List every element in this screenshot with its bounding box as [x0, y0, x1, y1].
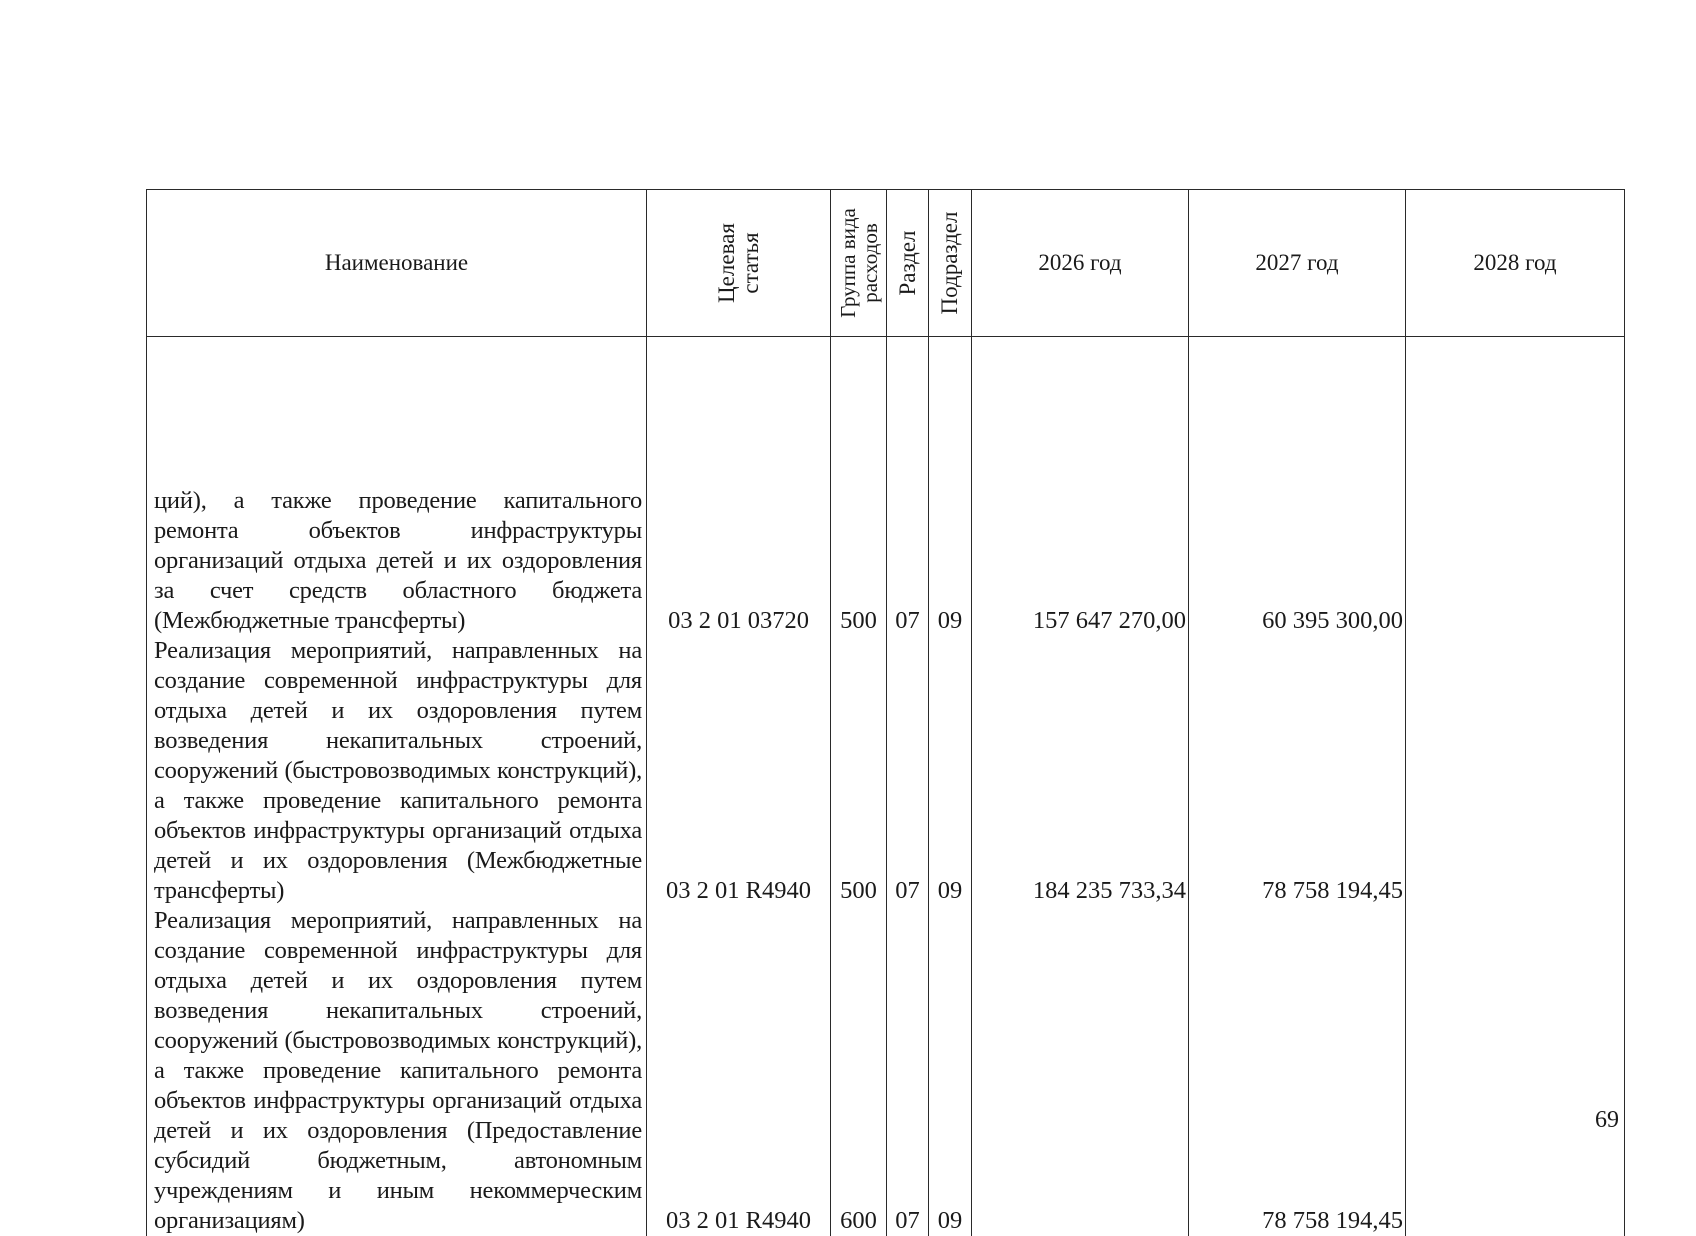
row-target-article: 03 2 01 03720: [647, 337, 831, 637]
header-name: Наименование: [147, 190, 647, 337]
header-year-2026: 2026 год: [972, 190, 1189, 337]
header-subsection-text: Подраздел: [936, 211, 962, 315]
row-amount-2026: 157 647 270,00: [972, 337, 1189, 637]
row-amount-2027: 60 395 300,00: [1189, 337, 1406, 637]
row-section: 07: [887, 636, 929, 906]
table-row: [147, 337, 1625, 637]
header-expense-group-text: Группа вида расходов: [835, 208, 882, 318]
header-target-article: [647, 190, 831, 337]
row-name: ций), а также проведение капитального ремонта объектов инфраструктуры организаций отдыха детей и их оздоровления за счет средств областного бюджета (Межбюджетные трансферты): [147, 337, 647, 637]
row-subsection: 09: [929, 337, 972, 637]
page-number: 69: [1595, 1107, 1619, 1133]
row-expense-group: 600: [831, 906, 887, 1236]
row-section: 07: [887, 337, 929, 637]
header-section-text: Раздел: [894, 230, 920, 296]
row-amount-2026: [972, 906, 1189, 1236]
row-target-article: 03 2 01 R4940: [647, 636, 831, 906]
header-year-2028: 2028 год: [1406, 190, 1625, 337]
header-subsection: [929, 190, 972, 337]
row-amount-2028: [1406, 337, 1625, 637]
row-amount-2028: [1406, 636, 1625, 906]
row-name: Реализация мероприятий, направленных на создание современной инфраструктуры для отдыха детей и их оздоровления путем возведения некапитальных строений, сооружений (быстровозводимых конструкций), а также проведение капитального ремонта объектов инфраструктуры организаций отдыха детей и их оздоровления (Предоставление субсидий бюджетным, автономным учреждениям и иным некоммерческим организациям): [147, 906, 647, 1236]
budget-table: [146, 189, 1625, 1236]
table-header-row: [147, 190, 1625, 337]
row-section: 07: [887, 906, 929, 1236]
header-section: [887, 190, 929, 337]
row-name: Реализация мероприятий, направленных на создание современной инфраструктуры для отдыха детей и их оздоровления путем возведения некапитальных строений, сооружений (быстровозводимых конструкций), а также проведение капитального ремонта объектов инфраструктуры организаций отдыха детей и их оздоровления (Межбюджетные трансферты): [147, 636, 647, 906]
row-expense-group: 500: [831, 337, 887, 637]
table-row: [147, 636, 1625, 906]
row-subsection: 09: [929, 636, 972, 906]
row-amount-2027: 78 758 194,45: [1189, 906, 1406, 1236]
header-expense-group: [831, 190, 887, 337]
table-row: [147, 906, 1625, 1236]
row-subsection: 09: [929, 906, 972, 1236]
row-expense-group: 500: [831, 636, 887, 906]
header-target-article-text: Целевая статья: [713, 223, 763, 303]
header-year-2027: 2027 год: [1189, 190, 1406, 337]
row-amount-2026: 184 235 733,34: [972, 636, 1189, 906]
row-amount-2027: 78 758 194,45: [1189, 636, 1406, 906]
row-target-article: 03 2 01 R4940: [647, 906, 831, 1236]
row-amount-2028: [1406, 906, 1625, 1236]
